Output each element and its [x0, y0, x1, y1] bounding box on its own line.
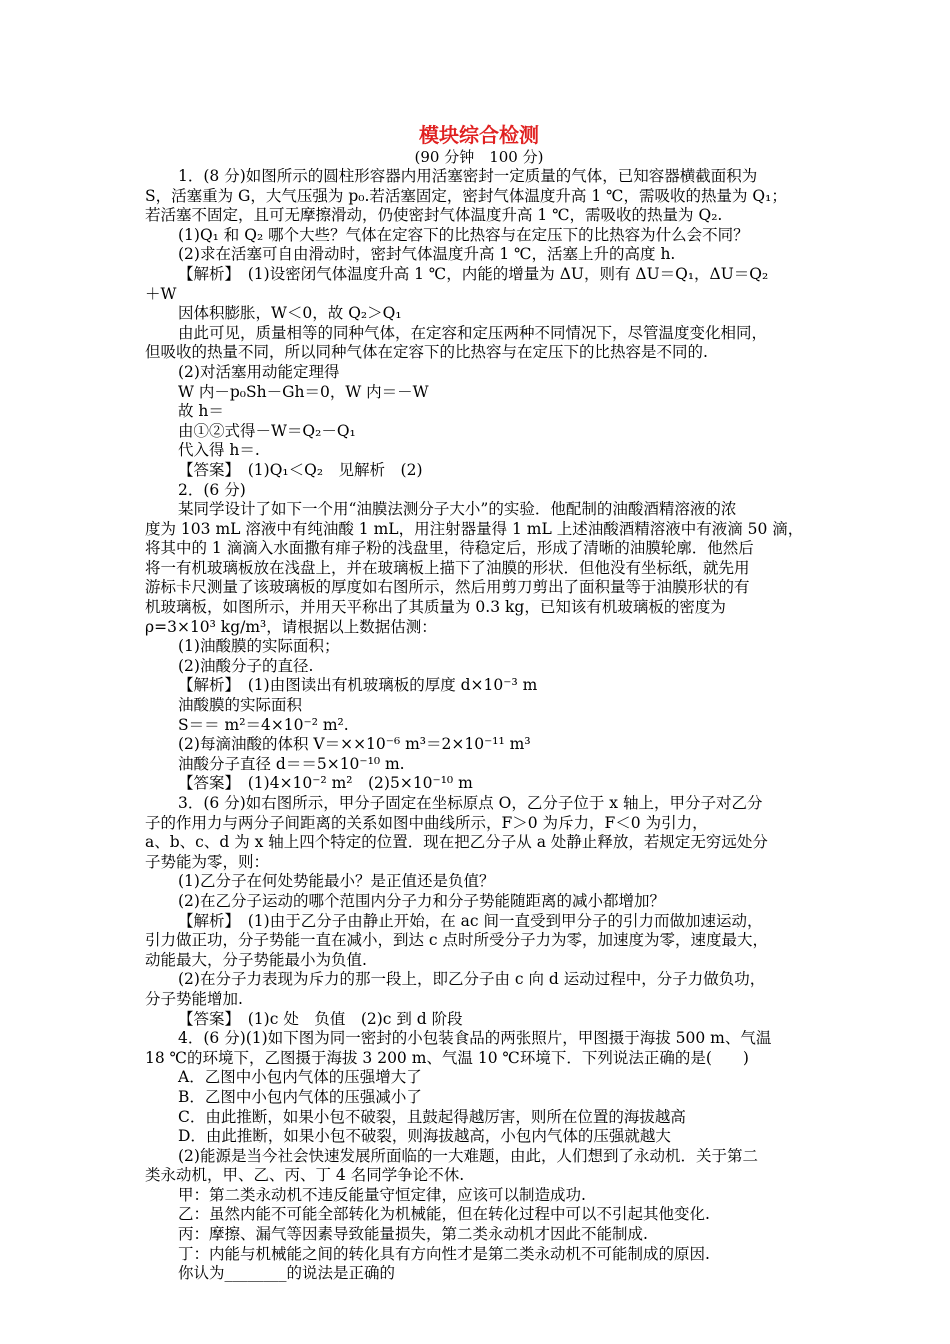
text-line: 代入得 h＝. — [178, 441, 260, 460]
text-line: 3．(6 分)如右图所示，甲分子固定在坐标原点 O，乙分子位于 x 轴上，甲分子对乙分 — [178, 794, 763, 812]
text-line: 因体积膨胀，W＜0，故 Q₂＞Q₁ — [178, 304, 402, 323]
text-line: D．由此推断，如果小包不破裂，则海拔越高，小包内气体的压强就越大 — [178, 1127, 671, 1146]
text-line: 若活塞不固定，且可无摩擦滑动，仍使密封气体温度升高 1 ℃，需吸收的热量为 Q₂. — [145, 206, 723, 225]
text-line: 某同学设计了如下一个用“油膜法测分子大小”的实验．他配制的油酸酒精溶液的浓 — [178, 500, 737, 519]
text-line: 分子势能增加. — [145, 989, 243, 1008]
text-line: 故 h＝ — [178, 402, 224, 421]
text-line: (1)Q₁ 和 Q₂ 哪个大些？气体在定容下的比热容与在定压下的比热容为什么会不同？ — [178, 225, 749, 244]
text-line: 1．(8 分)如图所示的圆柱形容器内用活塞密封一定质量的气体，已知容器横截面积为 — [178, 167, 758, 185]
text-line: 类永动机，甲、乙、丙、丁 4 名同学争论不休. — [145, 1166, 465, 1185]
text-line: (2)在乙分子运动的哪个范围内分子力和分子势能随距离的减小都增加？ — [178, 891, 665, 910]
text-line: 乙：虽然内能不可能全部转化为机械能，但在转化过程中可以不引起其他变化. — [178, 1205, 710, 1224]
text-line: 油酸膜的实际面积 — [178, 696, 303, 715]
text-line: 【解析】 (1)由于乙分子由静止开始，在 ac 间一直受到甲分子的引力而做加速运动， — [178, 911, 763, 930]
text-line: A．乙图中小包内气体的压强增大了 — [178, 1068, 422, 1087]
text-line: 【答案】 (1)4×10⁻² m² (2)5×10⁻¹⁰ m — [178, 774, 473, 793]
text-line: (1)乙分子在何处势能最小？是正值还是负值？ — [178, 872, 495, 891]
text-line: 【答案】 (1)c 处 负值 (2)c 到 d 阶段 — [178, 1009, 463, 1028]
text-line: 将其中的 1 滴滴入水面撒有痱子粉的浅盘里，待稳定后，形成了清晰的油膜轮廓．他然后 — [145, 539, 754, 558]
text-line: (2)对活塞用动能定理得 — [178, 362, 340, 381]
text-line: 将一有机玻璃板放在浅盘上，并在玻璃板上描下了油膜的形状．但他没有坐标纸，就先用 — [145, 558, 750, 577]
text-line: a、b、c、d 为 x 轴上四个特定的位置．现在把乙分子从 a 处静止释放，若规定无穷远处分 — [145, 833, 768, 852]
text-line: 子势能为零，则： — [145, 852, 270, 871]
text-line: C．由此推断，如果小包不破裂，且鼓起得越厉害，则所在位置的海拔越高 — [178, 1107, 686, 1126]
page-subtitle: (90 分钟 100 分) — [414, 148, 544, 166]
text-line: (2)能源是当今社会快速发展所面临的一大难题，由此，人们想到了永动机．关于第二 — [178, 1146, 758, 1165]
document-body — [145, 167, 813, 1284]
text-line: ＋W — [145, 284, 177, 303]
text-line: 丙：摩擦、漏气等因素导致能量损失，第二类永动机才因此不能制成. — [178, 1225, 648, 1244]
text-line: 由①②式得－W＝Q₂－Q₁ — [178, 421, 356, 440]
text-line: 2．(6 分) — [178, 480, 246, 499]
text-line: 你认为________的说法是正确的 — [178, 1264, 396, 1283]
text-line: 18 ℃的环境下，乙图摄于海拔 3 200 m、气温 10 ℃环境下．下列说法正确的是( ) — [145, 1048, 749, 1067]
text-line: 甲：第二类永动机不违反能量守恒定律，应该可以制造成功. — [178, 1185, 586, 1204]
text-line: (2)每滴油酸的体积 V＝××10⁻⁶ m³＝2×10⁻¹¹ m³ — [178, 735, 531, 754]
text-line: ρ=3×10³ kg/m³，请根据以上数据估测： — [145, 617, 437, 636]
text-line: 子的作用力与两分子间距离的关系如图中曲线所示，F＞0 为斥力，F＜0 为引力， — [145, 813, 708, 832]
text-line: (2)油酸分子的直径. — [178, 656, 314, 675]
text-line: 但吸收的热量不同，所以同种气体在定容下的比热容与在定压下的比热容是不同的. — [145, 343, 708, 362]
text-line: 油酸分子直径 d＝＝5×10⁻¹⁰ m. — [178, 754, 405, 773]
text-line: 游标卡尺测量了该玻璃板的厚度如右图所示，然后用剪刀剪出了面积量等于油膜形状的有 — [145, 578, 750, 597]
text-line: (1)油酸膜的实际面积； — [178, 637, 340, 656]
text-line: S＝＝ m²＝4×10⁻² m². — [178, 715, 349, 734]
page-title: 模块综合检测 — [419, 123, 539, 147]
text-line: 【解析】 (1)由图读出有机玻璃板的厚度 d×10⁻³ m — [178, 676, 538, 695]
text-line: 4．(6 分)(1)如下图为同一密封的小包装食品的两张照片，甲图摄于海拔 500 m、气温 — [178, 1029, 772, 1048]
text-line: 由此可见，质量相等的同种气体，在定容和定压两种不同情况下，尽管温度变化相同， — [178, 323, 768, 342]
text-line: 【解析】 (1)设密闭气体温度升高 1 ℃，内能的增量为 ΔU，则有 ΔU＝Q₁，ΔU＝Q₂ — [178, 264, 769, 283]
text-line: S，活塞重为 G，大气压强为 p₀.若活塞固定，密封气体温度升高 1 ℃，需吸收的热量为 Q₁； — [145, 186, 787, 205]
text-line: 度为 103 mL 溶液中有纯油酸 1 mL，用注射器量得 1 mL 上述油酸酒精溶液中有液滴 50 滴， — [145, 519, 804, 538]
text-line: (2)求在活塞可自由滑动时，密封气体温度升高 1 ℃，活塞上升的高度 h. — [178, 245, 676, 264]
text-line: W 内－p₀Sh－Gh＝0，W 内＝－W — [178, 382, 429, 401]
text-line: 丁：内能与机械能之间的转化具有方向性才是第二类永动机不可能制成的原因. — [178, 1244, 710, 1263]
text-line: B．乙图中小包内气体的压强减小了 — [178, 1087, 422, 1106]
text-line: 引力做正功，分子势能一直在减小，到达 c 点时所受分子力为零，加速度为零，速度最大， — [145, 931, 769, 950]
text-line: 【答案】 (1)Q₁＜Q₂ 见解析 (2) — [178, 460, 423, 479]
text-line: 机玻璃板，如图所示，并用天平称出了其质量为 0.3 kg，已知该有机玻璃板的密度为 — [145, 598, 726, 617]
document-page — [145, 122, 813, 1284]
text-line: (2)在分子力表现为斥力的那一段上，即乙分子由 c 向 d 运动过程中，分子力做负功， — [178, 970, 766, 989]
text-line: 动能最大，分子势能最小为负值. — [145, 950, 367, 969]
